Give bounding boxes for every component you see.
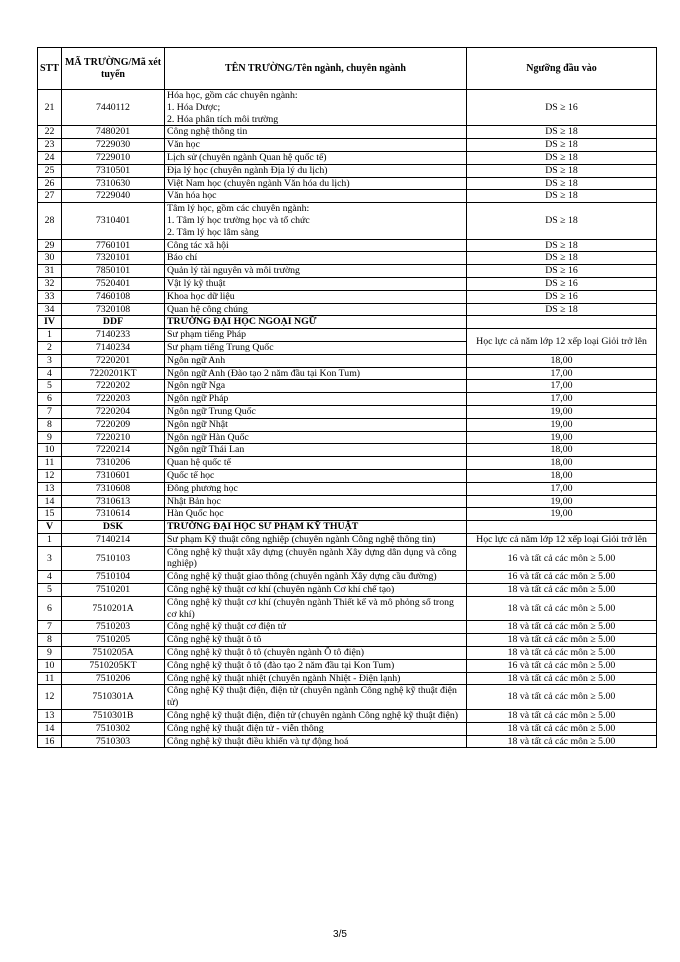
cell-code: 7510205 <box>62 634 165 647</box>
cell-name: Công nghệ kỹ thuật xây dựng (chuyên ngành Xây dựng dân dụng và công nghiệp) <box>165 546 467 571</box>
cell-name: Công nghệ kỹ thuật điều khiển và tự động hoá <box>165 735 467 748</box>
cell-name: Công nghệ Kỹ thuật điện, điện tử (chuyên ngành Công nghệ kỹ thuật điện tử) <box>165 685 467 710</box>
cell-code: 7220210 <box>62 431 165 444</box>
cell-code: 7440112 <box>62 90 165 126</box>
cell-code: 7320108 <box>62 303 165 316</box>
cell-threshold: DS ≥ 18 <box>467 252 657 265</box>
cell-name: Công nghệ kỹ thuật giao thông (chuyên ngành Xây dựng cầu đường) <box>165 571 467 584</box>
cell-code: 7220204 <box>62 405 165 418</box>
table-row <box>38 469 657 482</box>
cell-stt: 22 <box>38 126 62 139</box>
cell-stt: 8 <box>38 634 62 647</box>
table-row <box>38 151 657 164</box>
cell-threshold: DS ≥ 18 <box>467 164 657 177</box>
cell-name: Quản lý tài nguyên và môi trường <box>165 265 467 278</box>
cell-stt: 16 <box>38 735 62 748</box>
cell-name: Tâm lý học, gồm các chuyên ngành: 1. Tâm lý học trường học và tổ chức 2. Tâm lý học lâm sàng <box>165 203 467 239</box>
cell-stt: 9 <box>38 431 62 444</box>
cell-threshold: 18 và tất cả các môn ≥ 5.00 <box>467 710 657 723</box>
cell-stt: 33 <box>38 290 62 303</box>
cell-threshold: DS ≥ 18 <box>467 139 657 152</box>
cell-name: TRƯỜNG ĐẠI HỌC NGOẠI NGỮ <box>165 316 467 329</box>
cell-stt: 12 <box>38 685 62 710</box>
cell-name: Quan hệ quốc tế <box>165 457 467 470</box>
cell-stt: 5 <box>38 380 62 393</box>
table-row <box>38 431 657 444</box>
cell-code: 7760101 <box>62 239 165 252</box>
cell-stt: 6 <box>38 393 62 406</box>
cell-stt: 14 <box>38 495 62 508</box>
cell-stt: 11 <box>38 457 62 470</box>
cell-name: Công nghệ kỹ thuật điện tử - viễn thông <box>165 722 467 735</box>
cell-threshold: 18,00 <box>467 354 657 367</box>
cell-code: 7480201 <box>62 126 165 139</box>
cell-threshold: 19,00 <box>467 431 657 444</box>
table-row <box>38 508 657 521</box>
table-row <box>38 672 657 685</box>
table-row <box>38 277 657 290</box>
cell-stt: V <box>38 521 62 534</box>
cell-threshold: 18 và tất cả các môn ≥ 5.00 <box>467 596 657 621</box>
cell-code: 7510205A <box>62 647 165 660</box>
cell-threshold: 19,00 <box>467 495 657 508</box>
cell-threshold: 18 và tất cả các môn ≥ 5.00 <box>467 735 657 748</box>
cell-code: 7220201 <box>62 354 165 367</box>
table-row <box>38 90 657 126</box>
cell-code: DSK <box>62 521 165 534</box>
cell-name: Ngôn ngữ Anh (Đào tạo 2 năm đầu tại Kon Tum) <box>165 367 467 380</box>
cell-threshold: DS ≥ 18 <box>467 203 657 239</box>
table-row <box>38 584 657 597</box>
cell-stt: 13 <box>38 710 62 723</box>
cell-stt: 4 <box>38 571 62 584</box>
cell-name: Ngôn ngữ Trung Quốc <box>165 405 467 418</box>
cell-code: 7229010 <box>62 151 165 164</box>
cell-name: Quốc tế học <box>165 469 467 482</box>
cell-name: Sư phạm tiếng Pháp <box>165 329 467 342</box>
cell-threshold: 19,00 <box>467 508 657 521</box>
cell-code: 7520401 <box>62 277 165 290</box>
table-row <box>38 393 657 406</box>
cell-code: 7229040 <box>62 190 165 203</box>
cell-threshold: 16 và tất cả các môn ≥ 5.00 <box>467 546 657 571</box>
cell-threshold: Học lực cả năm lớp 12 xếp loại Giỏi trở lên <box>467 533 657 546</box>
table-row <box>38 303 657 316</box>
cell-threshold: DS ≥ 18 <box>467 239 657 252</box>
table-row <box>38 367 657 380</box>
cell-code: 7220203 <box>62 393 165 406</box>
header-code: MÃ TRƯỜNG/Mã xét tuyển <box>62 48 165 90</box>
table-row <box>38 126 657 139</box>
cell-threshold <box>467 521 657 534</box>
cell-code: 7310630 <box>62 177 165 190</box>
cell-stt: 15 <box>38 508 62 521</box>
cell-code: 7310206 <box>62 457 165 470</box>
cell-stt: 25 <box>38 164 62 177</box>
cell-threshold: Học lực cả năm lớp 12 xếp loại Giỏi trở lên <box>467 329 657 355</box>
cell-threshold: 17,00 <box>467 482 657 495</box>
table-row <box>38 405 657 418</box>
table-row <box>38 546 657 571</box>
cell-threshold: 18 và tất cả các môn ≥ 5.00 <box>467 621 657 634</box>
cell-name: Nhật Bản học <box>165 495 467 508</box>
cell-threshold: 16 và tất cả các môn ≥ 5.00 <box>467 571 657 584</box>
header-threshold: Ngưỡng đầu vào <box>467 48 657 90</box>
cell-name: Ngôn ngữ Thái Lan <box>165 444 467 457</box>
cell-threshold: DS ≥ 18 <box>467 177 657 190</box>
cell-code: 7510301B <box>62 710 165 723</box>
cell-name: Hóa học, gồm các chuyên ngành: 1. Hóa Dược; 2. Hóa phân tích môi trường <box>165 90 467 126</box>
table-header-row <box>38 48 657 90</box>
cell-stt: 4 <box>38 367 62 380</box>
cell-name: Quan hệ công chúng <box>165 303 467 316</box>
table-row <box>38 659 657 672</box>
cell-code: 7220201KT <box>62 367 165 380</box>
cell-name: Công nghệ kỹ thuật điện, điện tử (chuyên ngành Công nghệ kỹ thuật điện) <box>165 710 467 723</box>
table-row <box>38 418 657 431</box>
cell-name: Công nghệ kỹ thuật ô tô (chuyên ngành Ô tô điện) <box>165 647 467 660</box>
table-row <box>38 735 657 748</box>
cell-stt: 11 <box>38 672 62 685</box>
table-row <box>38 265 657 278</box>
cell-threshold: 18 và tất cả các môn ≥ 5.00 <box>467 634 657 647</box>
cell-threshold: 19,00 <box>467 418 657 431</box>
cell-name: Công nghệ kỹ thuật ô tô <box>165 634 467 647</box>
section-row <box>38 521 657 534</box>
table-row <box>38 239 657 252</box>
cell-stt: 29 <box>38 239 62 252</box>
table-row <box>38 139 657 152</box>
cell-threshold: 18 và tất cả các môn ≥ 5.00 <box>467 672 657 685</box>
header-stt: STT <box>38 48 62 90</box>
cell-name: Công nghệ kỹ thuật cơ khí (chuyên ngành Cơ khí chế tạo) <box>165 584 467 597</box>
cell-threshold: 16 và tất cả các môn ≥ 5.00 <box>467 659 657 672</box>
table-row <box>38 290 657 303</box>
cell-stt: 13 <box>38 482 62 495</box>
cell-stt: 6 <box>38 596 62 621</box>
cell-code: 7460108 <box>62 290 165 303</box>
cell-stt: 5 <box>38 584 62 597</box>
cell-code: 7510205KT <box>62 659 165 672</box>
cell-name: Công tác xã hội <box>165 239 467 252</box>
cell-code: 7220209 <box>62 418 165 431</box>
table-row <box>38 647 657 660</box>
table-row <box>38 634 657 647</box>
cell-threshold: DS ≥ 18 <box>467 126 657 139</box>
cell-threshold: 18 và tất cả các môn ≥ 5.00 <box>467 722 657 735</box>
cell-code: 7510302 <box>62 722 165 735</box>
header-name: TÊN TRƯỜNG/Tên ngành, chuyên ngành <box>165 48 467 90</box>
cell-name: Sư phạm Kỹ thuật công nghiệp (chuyên ngành Công nghệ thông tin) <box>165 533 467 546</box>
cell-threshold: DS ≥ 18 <box>467 151 657 164</box>
cell-threshold: DS ≥ 16 <box>467 265 657 278</box>
table-row <box>38 596 657 621</box>
table-row <box>38 164 657 177</box>
table-row <box>38 444 657 457</box>
cell-stt: 14 <box>38 722 62 735</box>
cell-name: Đông phương học <box>165 482 467 495</box>
table-row <box>38 380 657 393</box>
table-row <box>38 621 657 634</box>
cell-name: Lịch sử (chuyên ngành Quan hệ quốc tế) <box>165 151 467 164</box>
cell-name: Việt Nam học (chuyên ngành Văn hóa du lịch) <box>165 177 467 190</box>
cell-threshold: DS ≥ 16 <box>467 90 657 126</box>
cell-stt: 2 <box>38 341 62 354</box>
cell-stt: 7 <box>38 405 62 418</box>
cell-code: 7220202 <box>62 380 165 393</box>
cell-name: Địa lý học (chuyên ngành Địa lý du lịch) <box>165 164 467 177</box>
cell-threshold: 18 và tất cả các môn ≥ 5.00 <box>467 685 657 710</box>
table-row <box>38 190 657 203</box>
cell-stt: 24 <box>38 151 62 164</box>
cell-threshold: 18 và tất cả các môn ≥ 5.00 <box>467 647 657 660</box>
cell-stt: 1 <box>38 533 62 546</box>
admission-threshold-table <box>37 47 657 748</box>
table-row <box>38 203 657 239</box>
cell-stt: 26 <box>38 177 62 190</box>
cell-stt: 32 <box>38 277 62 290</box>
cell-name: Văn học <box>165 139 467 152</box>
cell-stt: 3 <box>38 354 62 367</box>
cell-stt: 31 <box>38 265 62 278</box>
cell-threshold: DS ≥ 16 <box>467 290 657 303</box>
table-row <box>38 685 657 710</box>
section-row <box>38 316 657 329</box>
cell-threshold: 19,00 <box>467 405 657 418</box>
cell-name: Ngôn ngữ Anh <box>165 354 467 367</box>
cell-name: Công nghệ thông tin <box>165 126 467 139</box>
cell-name: Công nghệ kỹ thuật nhiệt (chuyên ngành Nhiệt - Điện lạnh) <box>165 672 467 685</box>
cell-code: 7310501 <box>62 164 165 177</box>
cell-code: 7510201 <box>62 584 165 597</box>
cell-name: Ngôn ngữ Nhật <box>165 418 467 431</box>
cell-stt: 10 <box>38 659 62 672</box>
cell-stt: 23 <box>38 139 62 152</box>
cell-threshold: 17,00 <box>467 367 657 380</box>
cell-code: 7310601 <box>62 469 165 482</box>
cell-code: 7140234 <box>62 341 165 354</box>
cell-name: TRƯỜNG ĐẠI HỌC SƯ PHẠM KỸ THUẬT <box>165 521 467 534</box>
cell-stt: 7 <box>38 621 62 634</box>
cell-threshold: 18,00 <box>467 457 657 470</box>
cell-code: 7510301A <box>62 685 165 710</box>
cell-threshold: 17,00 <box>467 393 657 406</box>
cell-code: 7220214 <box>62 444 165 457</box>
cell-name: Ngôn ngữ Nga <box>165 380 467 393</box>
cell-code: 7510206 <box>62 672 165 685</box>
cell-code: 7310614 <box>62 508 165 521</box>
cell-code: 7510201A <box>62 596 165 621</box>
table-row <box>38 329 657 342</box>
table-row <box>38 457 657 470</box>
cell-code: 7510104 <box>62 571 165 584</box>
cell-stt: IV <box>38 316 62 329</box>
cell-code: 7850101 <box>62 265 165 278</box>
cell-stt: 21 <box>38 90 62 126</box>
cell-threshold: 18 và tất cả các môn ≥ 5.00 <box>467 584 657 597</box>
page-number: 3/5 <box>333 929 347 940</box>
cell-code: 7310613 <box>62 495 165 508</box>
cell-name: Công nghệ kỹ thuật cơ điện tử <box>165 621 467 634</box>
cell-name: Sư phạm tiếng Trung Quốc <box>165 341 467 354</box>
cell-code: 7510303 <box>62 735 165 748</box>
cell-threshold: DS ≥ 18 <box>467 303 657 316</box>
cell-name: Công nghệ kỹ thuật cơ khí (chuyên ngành Thiết kế và mô phỏng số trong cơ khí) <box>165 596 467 621</box>
cell-code: 7140233 <box>62 329 165 342</box>
table-row <box>38 710 657 723</box>
cell-stt: 8 <box>38 418 62 431</box>
cell-name: Hàn Quốc học <box>165 508 467 521</box>
cell-threshold: 18,00 <box>467 444 657 457</box>
cell-stt: 34 <box>38 303 62 316</box>
cell-stt: 28 <box>38 203 62 239</box>
table-row <box>38 533 657 546</box>
cell-threshold <box>467 316 657 329</box>
cell-threshold: DS ≥ 18 <box>467 190 657 203</box>
cell-name: Khoa học dữ liệu <box>165 290 467 303</box>
cell-code: 7310401 <box>62 203 165 239</box>
cell-stt: 12 <box>38 469 62 482</box>
cell-stt: 1 <box>38 329 62 342</box>
cell-code: 7510203 <box>62 621 165 634</box>
cell-threshold: 18,00 <box>467 469 657 482</box>
cell-name: Vật lý kỹ thuật <box>165 277 467 290</box>
cell-stt: 9 <box>38 647 62 660</box>
cell-name: Văn hóa học <box>165 190 467 203</box>
table-row <box>38 354 657 367</box>
cell-stt: 10 <box>38 444 62 457</box>
table-row <box>38 495 657 508</box>
table-row <box>38 571 657 584</box>
cell-stt: 3 <box>38 546 62 571</box>
cell-name: Báo chí <box>165 252 467 265</box>
cell-threshold: DS ≥ 16 <box>467 277 657 290</box>
cell-name: Công nghệ kỹ thuật ô tô (đào tạo 2 năm đầu tại Kon Tum) <box>165 659 467 672</box>
cell-code: 7320101 <box>62 252 165 265</box>
table-row <box>38 482 657 495</box>
cell-stt: 27 <box>38 190 62 203</box>
cell-code: DDF <box>62 316 165 329</box>
cell-name: Ngôn ngữ Pháp <box>165 393 467 406</box>
table-row <box>38 722 657 735</box>
cell-stt: 30 <box>38 252 62 265</box>
cell-code: 7140214 <box>62 533 165 546</box>
cell-code: 7510103 <box>62 546 165 571</box>
cell-code: 7310608 <box>62 482 165 495</box>
table-row <box>38 177 657 190</box>
cell-name: Ngôn ngữ Hàn Quốc <box>165 431 467 444</box>
cell-threshold: 17,00 <box>467 380 657 393</box>
table-body <box>38 90 657 748</box>
table-row <box>38 252 657 265</box>
cell-code: 7229030 <box>62 139 165 152</box>
